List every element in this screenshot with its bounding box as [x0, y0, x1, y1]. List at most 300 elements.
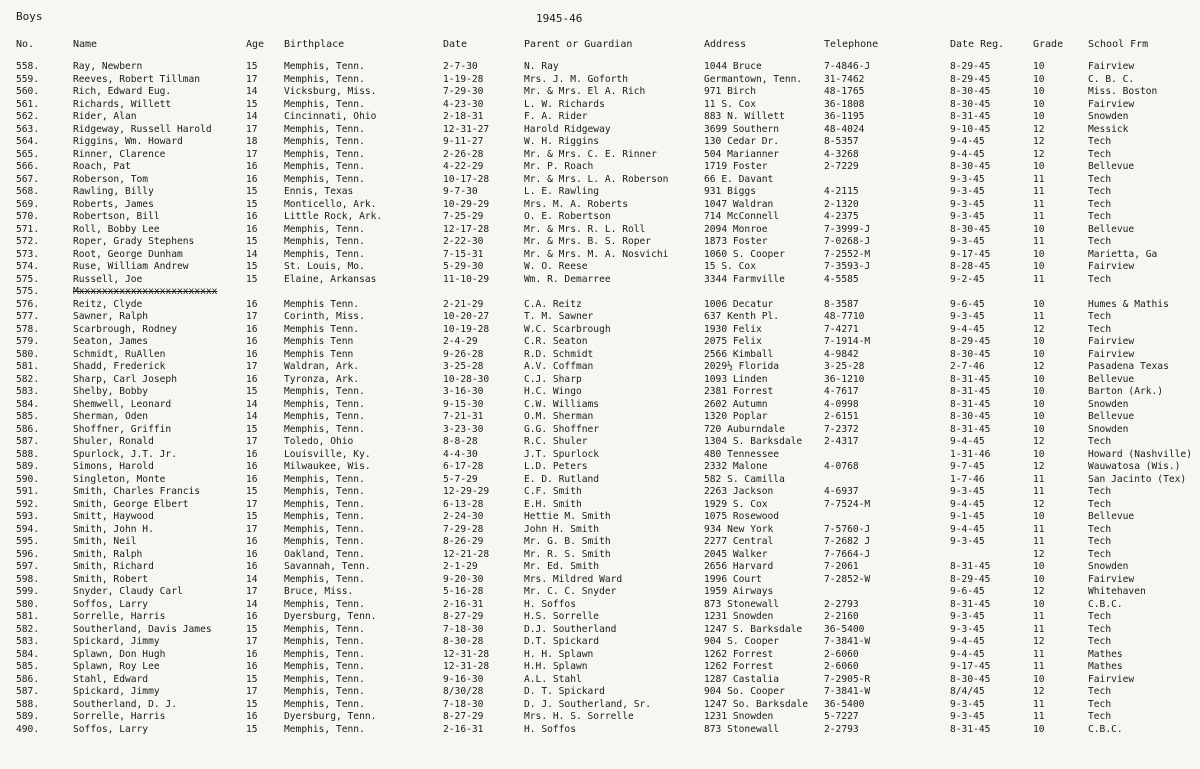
- cell-birthplace: Memphis, Tenn.: [284, 511, 365, 522]
- cell-age: 14: [246, 248, 258, 260]
- page-year: 1945-46: [536, 12, 583, 25]
- cell-telephone: 2-1320: [824, 198, 859, 210]
- cell-date: 4-4-30: [443, 448, 478, 460]
- cell-telephone: 7-0268-J: [824, 236, 871, 247]
- cell-parent: H.C. Wingo: [524, 386, 582, 397]
- cell-date-reg: 8-29-45: [950, 73, 991, 85]
- cell-school-from: Bellevue: [1088, 373, 1135, 385]
- cell-no: 566.: [16, 161, 40, 172]
- cell-birthplace: St. Louis, Mo.: [284, 261, 365, 272]
- cell-school-from: Tech: [1088, 711, 1112, 722]
- cell-address: 2045 Walker: [704, 548, 768, 560]
- cell-telephone: 8-3587: [824, 298, 859, 310]
- cell-grade: 12: [1033, 136, 1045, 147]
- cell-grade: 11: [1033, 711, 1045, 722]
- cell-age: 16: [246, 473, 258, 485]
- cell-no: 586.: [16, 423, 40, 435]
- cell-date-reg: 8-30-45: [950, 161, 991, 172]
- cell-date: 2-16-31: [443, 598, 484, 610]
- cell-birthplace: Louisville, Ky.: [284, 448, 371, 460]
- cell-no: 563.: [16, 123, 40, 135]
- table-row: [0, 274, 1200, 287]
- cell-no: 577.: [16, 311, 40, 322]
- cell-no: 588.: [16, 698, 40, 710]
- cell-grade: 10: [1033, 373, 1045, 385]
- header-date-reg: Date Reg.: [950, 39, 1005, 50]
- cell-address: 1304 S. Barksdale: [704, 436, 803, 447]
- cell-age: 16: [246, 223, 258, 235]
- cell-telephone: 4-5585: [824, 273, 859, 285]
- cell-age: 16: [246, 336, 258, 347]
- cell-grade: 11: [1033, 536, 1045, 547]
- cell-age: 17: [246, 123, 258, 135]
- cell-address: 582 S. Camilla: [704, 473, 785, 485]
- cell-date: 7-29-30: [443, 86, 484, 97]
- cell-school-from: Tech: [1088, 211, 1112, 222]
- cell-age: 15: [246, 261, 258, 272]
- cell-date: 7-18-30: [443, 698, 484, 710]
- cell-parent: R.D. Schmidt: [524, 348, 594, 360]
- cell-grade: 10: [1033, 98, 1045, 110]
- cell-date-reg: 8-31-45: [950, 398, 991, 410]
- cell-school-from: Tech: [1088, 686, 1112, 697]
- cell-school-from: Snowden: [1088, 423, 1129, 435]
- cell-school-from: Miss. Boston: [1088, 86, 1158, 97]
- cell-age: 16: [246, 373, 258, 385]
- cell-date-reg: 1-7-46: [950, 473, 985, 485]
- cell-no: 593.: [16, 511, 40, 522]
- cell-no: 575.: [16, 273, 40, 285]
- cell-grade: 10: [1033, 111, 1045, 122]
- cell-date-reg: 9-2-45: [950, 273, 985, 285]
- cell-parent: O. E. Robertson: [524, 211, 611, 222]
- table-row: [0, 486, 1200, 499]
- cell-parent: Mr. C. C. Snyder: [524, 586, 617, 597]
- cell-telephone: 2-4317: [824, 436, 859, 447]
- cell-date-reg: 9-3-45: [950, 536, 985, 547]
- cell-name: Rich, Edward Eug.: [73, 86, 172, 97]
- cell-date: 7-29-28: [443, 523, 484, 535]
- cell-parent: W.C. Scarbrough: [524, 323, 611, 335]
- cell-date-reg: 9-3-45: [950, 211, 985, 222]
- cell-no: 589.: [16, 711, 40, 722]
- cell-parent: John H. Smith: [524, 523, 600, 535]
- cell-address: 971 Birch: [704, 86, 756, 97]
- cell-parent: Mrs. H. S. Sorrelle: [524, 711, 634, 722]
- cell-name: Smith, John H.: [73, 523, 154, 535]
- cell-date-reg: 8-29-45: [950, 61, 991, 72]
- cell-date: 2-16-31: [443, 723, 484, 735]
- cell-age: 16: [246, 348, 258, 360]
- cell-parent: C.W. Williams: [524, 398, 600, 410]
- cell-school-from: Tech: [1088, 698, 1112, 710]
- cell-birthplace: Memphis, Tenn.: [284, 486, 365, 497]
- table-row: [0, 224, 1200, 237]
- cell-school-from: Fairview: [1088, 336, 1135, 347]
- cell-address: 1929 S. Cox: [704, 498, 768, 510]
- cell-birthplace: Memphis Tenn.: [284, 298, 360, 310]
- cell-date: 10-29-29: [443, 198, 490, 210]
- cell-telephone: 4-0998: [824, 398, 859, 410]
- table-row: [0, 424, 1200, 437]
- cell-grade: 10: [1033, 561, 1045, 572]
- cell-no: 578.: [16, 323, 40, 335]
- cell-no: 575.: [16, 286, 40, 297]
- cell-birthplace: Memphis, Tenn.: [284, 423, 365, 435]
- cell-no: 586.: [16, 673, 40, 685]
- cell-parent: Mrs. Mildred Ward: [524, 573, 623, 585]
- table-row: [0, 411, 1200, 424]
- cell-date: 5-7-29: [443, 473, 478, 485]
- cell-telephone: 7-3999-J: [824, 223, 871, 235]
- cell-date: 2-26-28: [443, 148, 484, 160]
- cell-grade: 11: [1033, 198, 1045, 210]
- table-row: [0, 61, 1200, 74]
- cell-birthplace: Memphis, Tenn.: [284, 673, 365, 685]
- cell-grade: 10: [1033, 573, 1045, 585]
- cell-birthplace: Memphis, Tenn.: [284, 573, 365, 585]
- cell-date-reg: 8-30-45: [950, 411, 991, 422]
- cell-school-from: Bellevue: [1088, 223, 1135, 235]
- cell-parent: H. H. Splawn: [524, 648, 594, 660]
- cell-telephone: 48-1765: [824, 86, 865, 97]
- cell-date-reg: 9-10-45: [950, 123, 991, 135]
- cell-birthplace: Corinth, Miss.: [284, 311, 365, 322]
- cell-grade: 12: [1033, 361, 1045, 372]
- cell-birthplace: Memphis, Tenn.: [284, 148, 365, 160]
- cell-parent: D. J. Southerland, Sr.: [524, 698, 652, 710]
- cell-no: 587.: [16, 436, 40, 447]
- cell-school-from: Bellevue: [1088, 411, 1135, 422]
- cell-name: Smith, Richard: [73, 561, 154, 572]
- cell-name: Shemwell, Leonard: [73, 398, 172, 410]
- cell-no: 568.: [16, 186, 40, 197]
- cell-name: Reeves, Robert Tillman: [73, 73, 201, 85]
- cell-name: Russell, Joe: [73, 273, 143, 285]
- cell-school-from: Tech: [1088, 498, 1112, 510]
- cell-telephone: 7-2905-R: [824, 673, 871, 685]
- cell-name: Sherman, Oden: [73, 411, 149, 422]
- cell-grade: 11: [1033, 311, 1045, 322]
- cell-date: 9-11-27: [443, 136, 484, 147]
- cell-birthplace: Memphis, Tenn.: [284, 536, 365, 547]
- cell-name: Smith, Charles Francis: [73, 486, 201, 497]
- cell-date-reg: 8-31-45: [950, 111, 991, 122]
- cell-birthplace: Memphis, Tenn.: [284, 523, 365, 535]
- cell-grade: 10: [1033, 598, 1045, 610]
- cell-address: 2263 Jackson: [704, 486, 774, 497]
- cell-no: 582.: [16, 623, 40, 635]
- cell-date: 12-29-29: [443, 486, 490, 497]
- cell-name: Sorrelle, Harris: [73, 611, 166, 622]
- cell-age: 15: [246, 423, 258, 435]
- cell-date-reg: 9-4-45: [950, 323, 985, 335]
- cell-age: 15: [246, 386, 258, 397]
- cell-date: 12-31-28: [443, 648, 490, 660]
- cell-birthplace: Memphis, Tenn.: [284, 473, 365, 485]
- cell-grade: 10: [1033, 73, 1045, 85]
- cell-parent: Wm. R. Demarree: [524, 273, 611, 285]
- cell-date-reg: 2-7-46: [950, 361, 985, 372]
- cell-telephone: 7-3841-W: [824, 686, 871, 697]
- cell-parent: W. O. Reese: [524, 261, 588, 272]
- cell-address: 883 N. Willett: [704, 111, 785, 122]
- cell-date-reg: 9-4-45: [950, 523, 985, 535]
- table-row: [0, 499, 1200, 512]
- cell-name: Smith, George Elbert: [73, 498, 189, 510]
- cell-grade: 10: [1033, 348, 1045, 360]
- cell-grade: 10: [1033, 723, 1045, 735]
- cell-school-from: C. B. C.: [1088, 73, 1135, 85]
- cell-grade: 11: [1033, 486, 1045, 497]
- cell-date-reg: 9-3-45: [950, 711, 985, 722]
- cell-no: 564.: [16, 136, 40, 147]
- cell-birthplace: Oakland, Tenn.: [284, 548, 365, 560]
- cell-age: 15: [246, 486, 258, 497]
- cell-telephone: 7-2372: [824, 423, 859, 435]
- table-row: [0, 586, 1200, 599]
- cell-no: 580.: [16, 348, 40, 360]
- cell-date: 11-10-29: [443, 273, 490, 285]
- cell-grade: 11: [1033, 648, 1045, 660]
- cell-school-from: Tech: [1088, 436, 1112, 447]
- cell-age: 14: [246, 411, 258, 422]
- cell-date: 2-4-29: [443, 336, 478, 347]
- cell-date-reg: 9-3-45: [950, 236, 985, 247]
- cell-age: 14: [246, 573, 258, 585]
- student-table: [0, 61, 1200, 736]
- cell-age: 14: [246, 398, 258, 410]
- cell-birthplace: Memphis, Tenn.: [284, 386, 365, 397]
- cell-age: 17: [246, 148, 258, 160]
- cell-telephone: 7-2061: [824, 561, 859, 572]
- cell-telephone: 7-1914-M: [824, 336, 871, 347]
- cell-age: 16: [246, 173, 258, 185]
- cell-school-from: Tech: [1088, 548, 1112, 560]
- cell-parent: Mrs. J. M. Goforth: [524, 73, 628, 85]
- cell-grade: 11: [1033, 211, 1045, 222]
- cell-age: 15: [246, 61, 258, 72]
- cell-parent: O.M. Sherman: [524, 411, 594, 422]
- cell-telephone: 8-5357: [824, 136, 859, 147]
- cell-no: 570.: [16, 211, 40, 222]
- cell-grade: 10: [1033, 673, 1045, 685]
- cell-telephone: 36-5400: [824, 623, 865, 635]
- cell-age: 17: [246, 636, 258, 647]
- cell-parent: H. Soffos: [524, 598, 576, 610]
- cell-grade: 11: [1033, 173, 1045, 185]
- cell-telephone: 36-1195: [824, 111, 865, 122]
- cell-parent: E.H. Smith: [524, 498, 582, 510]
- cell-address: 2602 Autumn: [704, 398, 768, 410]
- cell-school-from: Bellevue: [1088, 511, 1135, 522]
- cell-name: Smith, Neil: [73, 536, 137, 547]
- cell-age: 15: [246, 236, 258, 247]
- cell-school-from: Fairview: [1088, 61, 1135, 72]
- cell-school-from: Bellevue: [1088, 161, 1135, 172]
- cell-name: Rinner, Clarence: [73, 148, 166, 160]
- cell-name: Soffos, Larry: [73, 723, 149, 735]
- cell-telephone: 7-7524-M: [824, 498, 871, 510]
- cell-date: 10-20-27: [443, 311, 490, 322]
- cell-no: 558.: [16, 61, 40, 72]
- cell-age: 15: [246, 723, 258, 735]
- cell-address: 873 Stonewall: [704, 598, 780, 610]
- cell-parent: Harold Ridgeway: [524, 123, 611, 135]
- table-row: [0, 124, 1200, 137]
- cell-age: 16: [246, 561, 258, 572]
- cell-grade: 10: [1033, 86, 1045, 97]
- cell-no: 583.: [16, 636, 40, 647]
- cell-name: Shoffner, Griffin: [73, 423, 172, 435]
- cell-birthplace: Memphis, Tenn.: [284, 636, 365, 647]
- cell-no: 562.: [16, 111, 40, 122]
- cell-birthplace: Little Rock, Ark.: [284, 211, 383, 222]
- cell-grade: 11: [1033, 523, 1045, 535]
- cell-date-reg: 8-30-45: [950, 98, 991, 110]
- cell-grade: 11: [1033, 473, 1045, 485]
- cell-date: 4-23-30: [443, 98, 484, 110]
- cell-date: 8-26-29: [443, 536, 484, 547]
- cell-name: Smith, Robert: [73, 573, 149, 585]
- cell-no: 571.: [16, 223, 40, 235]
- cell-age: 14: [246, 598, 258, 610]
- cell-name: Southerland, D. J.: [73, 698, 177, 710]
- cell-school-from: Fairview: [1088, 573, 1135, 585]
- cell-telephone: 36-5400: [824, 698, 865, 710]
- cell-telephone: 48-7710: [824, 311, 865, 322]
- table-row: [0, 111, 1200, 124]
- cell-birthplace: Memphis, Tenn.: [284, 661, 365, 672]
- cell-date-reg: 8-31-45: [950, 723, 991, 735]
- cell-birthplace: Memphis, Tenn.: [284, 723, 365, 735]
- cell-birthplace: Memphis Tenn: [284, 348, 354, 360]
- cell-no: 572.: [16, 236, 40, 247]
- cell-date: 8-30-28: [443, 636, 484, 647]
- cell-no: 599.: [16, 586, 40, 597]
- cell-date: 9-26-28: [443, 348, 484, 360]
- header-birthplace: Birthplace: [284, 39, 345, 50]
- cell-school-from: Tech: [1088, 148, 1112, 160]
- cell-date-reg: 9-17-45: [950, 661, 991, 672]
- cell-age: 17: [246, 73, 258, 85]
- table-row: [0, 186, 1200, 199]
- cell-date-reg: 8-31-45: [950, 373, 991, 385]
- cell-birthplace: Memphis, Tenn.: [284, 73, 365, 85]
- table-row: [0, 361, 1200, 374]
- cell-address: 1320 Poplar: [704, 411, 768, 422]
- cell-date-reg: 9-4-45: [950, 636, 985, 647]
- cell-telephone: 2-2793: [824, 598, 859, 610]
- cell-date-reg: 8-30-45: [950, 348, 991, 360]
- cell-date-reg: 8-31-45: [950, 598, 991, 610]
- cell-parent: Mr. & Mrs. C. E. Rinner: [524, 148, 657, 160]
- cell-school-from: Tech: [1088, 186, 1112, 197]
- table-row: [0, 286, 1200, 299]
- cell-date-reg: 9-4-45: [950, 648, 985, 660]
- cell-birthplace: Elaine, Arkansas: [284, 273, 377, 285]
- cell-date-reg: 9-7-45: [950, 461, 985, 472]
- cell-school-from: Tech: [1088, 136, 1112, 147]
- cell-school-from: Fairview: [1088, 98, 1135, 110]
- cell-date-reg: 9-3-45: [950, 623, 985, 635]
- cell-name: Mxxxxxxxxxxxxxxxxxxxxxxxx: [73, 286, 218, 297]
- cell-age: 15: [246, 273, 258, 285]
- cell-name: Richards, Willett: [73, 98, 172, 110]
- cell-name: Seaton, James: [73, 336, 149, 347]
- cell-address: 480 Tennessee: [704, 448, 780, 460]
- header-name: Name: [73, 39, 98, 50]
- table-row: [0, 399, 1200, 412]
- cell-date: 8-8-28: [443, 436, 478, 447]
- cell-grade: 10: [1033, 398, 1045, 410]
- cell-parent: Mr. & Mrs. B. S. Roper: [524, 236, 652, 247]
- cell-address: 931 Biggs: [704, 186, 756, 197]
- cell-age: 17: [246, 361, 258, 372]
- cell-parent: Mr. Ed. Smith: [524, 561, 600, 572]
- header-age: Age: [246, 39, 265, 50]
- cell-no: 490.: [16, 723, 40, 735]
- cell-address: 3344 Farmville: [704, 273, 785, 285]
- cell-date: 3-23-30: [443, 423, 484, 435]
- cell-telephone: 2-6060: [824, 661, 859, 672]
- cell-school-from: Fairview: [1088, 673, 1135, 685]
- cell-age: 16: [246, 161, 258, 172]
- cell-name: Ruse, William Andrew: [73, 261, 189, 272]
- cell-grade: 11: [1033, 611, 1045, 622]
- cell-date: 2-22-30: [443, 236, 484, 247]
- cell-telephone: 4-2375: [824, 211, 859, 222]
- cell-school-from: Tech: [1088, 323, 1112, 335]
- cell-date: 2-1-29: [443, 561, 478, 572]
- cell-age: 15: [246, 698, 258, 710]
- cell-address: 504 Marianner: [704, 148, 780, 160]
- cell-grade: 11: [1033, 236, 1045, 247]
- cell-no: 585.: [16, 661, 40, 672]
- cell-age: 15: [246, 186, 258, 197]
- cell-address: 1262 Forrest: [704, 661, 774, 672]
- cell-name: Rider, Alan: [73, 111, 137, 122]
- cell-parent: C.A. Reitz: [524, 298, 582, 310]
- cell-address: 714 McConnell: [704, 211, 780, 222]
- cell-date: 6-13-28: [443, 498, 484, 510]
- cell-date-reg: 9-4-45: [950, 436, 985, 447]
- cell-school-from: Tech: [1088, 486, 1112, 497]
- cell-name: Roll, Bobby Lee: [73, 223, 160, 235]
- cell-no: 587.: [16, 686, 40, 697]
- cell-school-from: Humes & Mathis: [1088, 298, 1169, 310]
- cell-telephone: 7-2682 J: [824, 536, 871, 547]
- table-row: [0, 336, 1200, 349]
- cell-date: 7-21-31: [443, 411, 484, 422]
- header-telephone: Telephone: [824, 39, 879, 50]
- cell-date-reg: 9-6-45: [950, 298, 985, 310]
- cell-name: Scarbrough, Rodney: [73, 323, 177, 335]
- cell-grade: 12: [1033, 636, 1045, 647]
- cell-date: 12-31-28: [443, 661, 490, 672]
- cell-birthplace: Memphis, Tenn.: [284, 223, 365, 235]
- cell-birthplace: Milwaukee, Wis.: [284, 461, 371, 472]
- cell-address: 1231 Snowden: [704, 611, 774, 622]
- table-row: [0, 324, 1200, 337]
- cell-no: 584.: [16, 648, 40, 660]
- cell-address: 1093 Linden: [704, 373, 768, 385]
- cell-date: 3-16-30: [443, 386, 484, 397]
- cell-telephone: 4-9842: [824, 348, 859, 360]
- cell-name: Smitt, Haywood: [73, 511, 154, 522]
- cell-grade: 12: [1033, 686, 1045, 697]
- cell-school-from: Snowden: [1088, 561, 1129, 572]
